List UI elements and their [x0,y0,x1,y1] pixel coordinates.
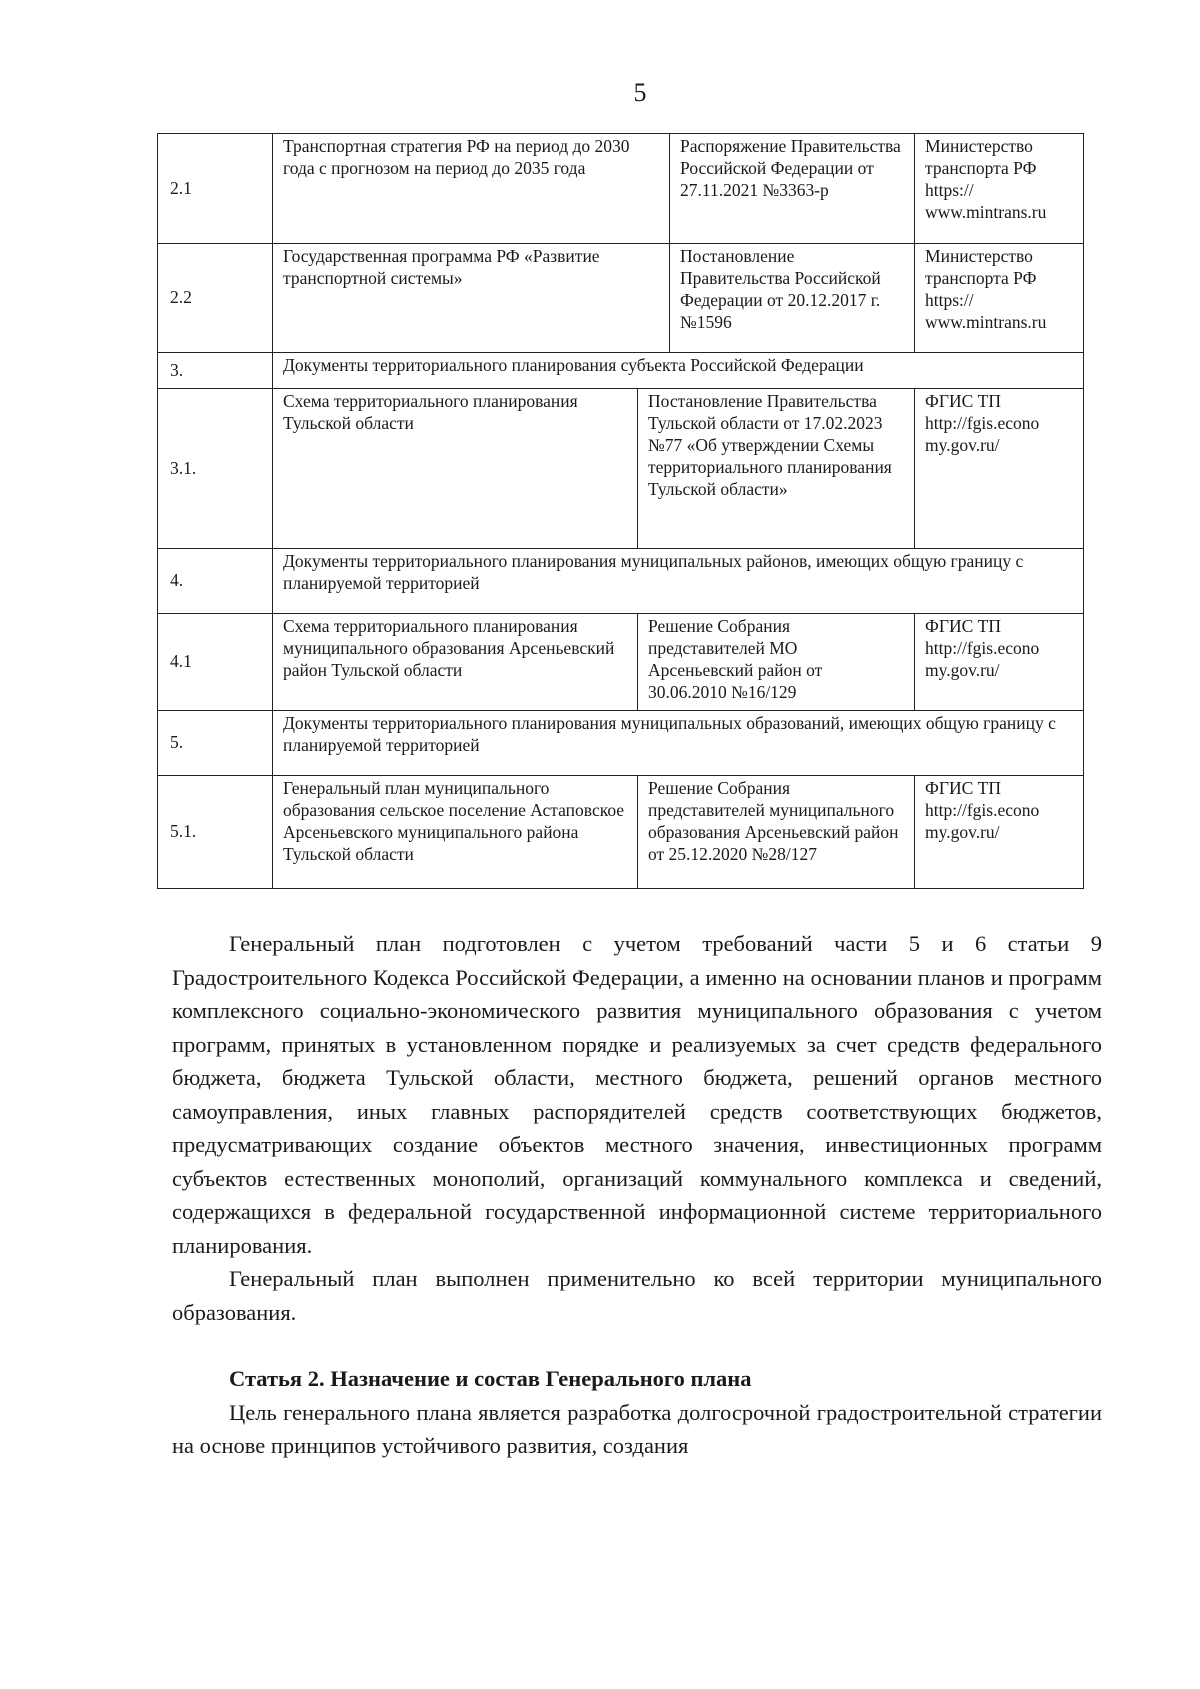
document-title: Схема территориального планирования муниципального образования Арсеньевский район Тульской области [273,614,638,711]
body-text [172,927,1102,1463]
documents-table [157,133,1084,889]
approval-document: Распоряжение Правительства Российской Федерации от 27.11.2021 №3363-р [670,134,915,244]
table-row [158,353,1084,389]
approval-document: Решение Собрания представителей муниципального образования Арсеньевский район от 25.12.2020 №28/127 [638,776,915,889]
section-title: Документы территориального планирования субъекта Российской Федерации [273,353,1084,389]
approval-document: Постановление Правительства Российской Федерации от 20.12.2017 г. №1596 [670,244,915,353]
row-number: 4.1 [158,614,273,711]
paragraph-purpose: Цель генерального плана является разработка долгосрочной градостроительной стратегии на основе принципов устойчивого развития, создания [172,1399,1102,1458]
document-title: Государственная программа РФ «Развитие транспортной системы» [273,244,670,353]
approval-document: Постановление Правительства Тульской области от 17.02.2023 №77 «Об утверждении Схемы территориального планирования Тульской области» [638,389,915,549]
row-number: 2.2 [158,244,273,353]
row-number: 3.1. [158,389,273,549]
document-title: Схема территориального планирования Тульской области [273,389,638,549]
section-title: Документы территориального планирования муниципальных образований, имеющих общую границу с планируемой территорией [273,711,1084,776]
table-row [158,244,1084,353]
document-source: ФГИС ТП http://fgis.econo my.gov.ru/ [915,776,1084,889]
paragraph-scope: Генеральный план выполнен применительно ко всей территории муниципального образования. [172,1266,1102,1325]
row-number: 2.1 [158,134,273,244]
document-source: Министерство транспорта РФ https:// www.mintrans.ru [915,134,1084,244]
approval-document: Решение Собрания представителей МО Арсеньевский район от 30.06.2010 №16/129 [638,614,915,711]
document-source: ФГИС ТП http://fgis.econo my.gov.ru/ [915,389,1084,549]
table-row [158,389,1084,549]
table-row [158,711,1084,776]
document-title: Генеральный план муниципального образования сельское поселение Астаповское Арсеньевского муниципального района Тульской области [273,776,638,889]
row-number: 5.1. [158,776,273,889]
table-row [158,134,1084,244]
document-source: ФГИС ТП http://fgis.econo my.gov.ru/ [915,614,1084,711]
row-number: 4. [158,549,273,614]
paragraph-requirements: Генеральный план подготовлен с учетом требований части 5 и 6 статьи 9 Градостроительного Кодекса Российской Федерации, а именно на основании планов и программ комплексного социально-экономического развития муниципального образования с учетом программ, принятых в установленном порядке и реализуемых за счет средств федерального бюджета, бюджета Тульской области, местного бюджета, решений органов местного самоуправления, иных главных распорядителей средств соответствующих бюджетов, предусматривающих создание объектов местного значения, инвестиционных программ субъектов естественных монополий, организаций коммунального комплекса и сведений, содержащихся в федеральной государственной информационной системе территориального планирования. [172,931,1102,1258]
table-row [158,614,1084,711]
row-number: 3. [158,353,273,389]
row-number: 5. [158,711,273,776]
section-title: Документы территориального планирования муниципальных районов, имеющих общую границу с планируемой территорией [273,549,1084,614]
document-title: Транспортная стратегия РФ на период до 2030 года с прогнозом на период до 2035 года [273,134,670,244]
page-number: 5 [633,78,647,107]
table-row [158,776,1084,889]
document-source: Министерство транспорта РФ https:// www.mintrans.ru [915,244,1084,353]
section-heading: Статья 2. Назначение и состав Генерального плана [229,1366,752,1391]
documents-table-body [158,134,1084,889]
table-row [158,549,1084,614]
